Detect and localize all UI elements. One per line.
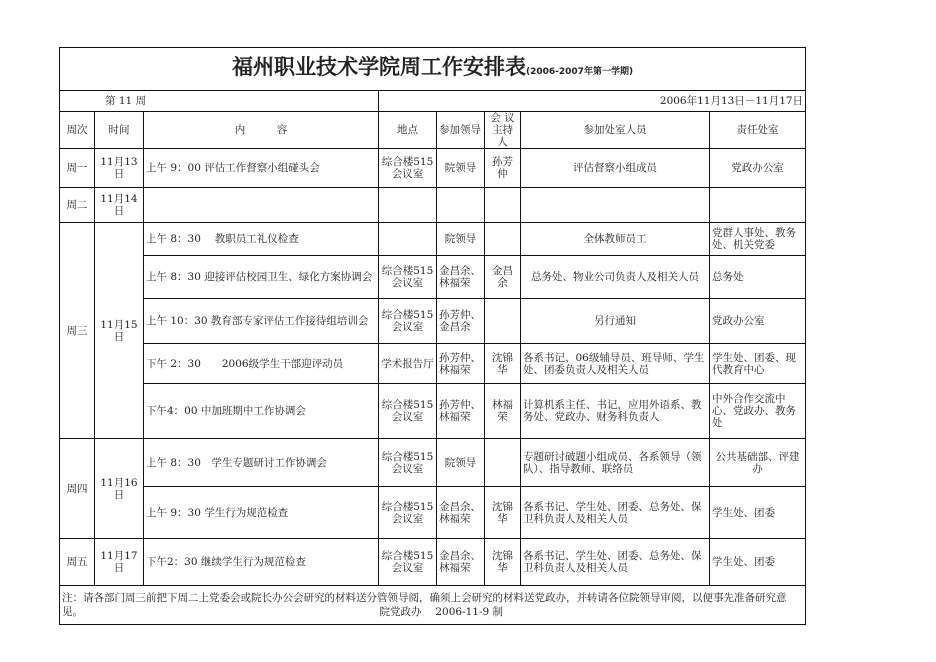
- table-row: [60, 188, 806, 223]
- table-row: [60, 487, 806, 539]
- location-cell: 综合楼515会议室: [379, 539, 437, 586]
- responsible-cell: 中外合作交流中心、党政办、教务处: [710, 384, 806, 439]
- responsible-cell: [710, 188, 806, 223]
- leaders-cell: 孙芳仲、林福荣: [437, 344, 485, 384]
- leaders-cell: 院领导: [437, 223, 485, 256]
- note-cell: [60, 586, 806, 625]
- attendees-cell: [521, 188, 710, 223]
- location-cell: 综合楼515会议室: [379, 439, 437, 487]
- leaders-cell: 孙芳仲、金昌余: [437, 299, 485, 344]
- attendees-cell: 各系书记、学生处、团委、总务处、保卫科负责人及相关人员: [521, 539, 710, 586]
- leaders-cell: 院领导: [437, 149, 485, 188]
- host-cell: 沈锦华: [485, 539, 521, 586]
- location-cell: 综合楼515会议室: [379, 384, 437, 439]
- header-attendees: 参加处室人员: [521, 112, 710, 149]
- day-cell: 周五: [60, 539, 95, 586]
- header-week-day: 周次: [60, 112, 95, 149]
- host-cell: [485, 223, 521, 256]
- table-row: [60, 344, 806, 384]
- table-row: [60, 223, 806, 256]
- host-cell: 金昌余: [485, 256, 521, 299]
- responsible-cell: 学生处、团委: [710, 539, 806, 586]
- date-range: 2006年11月13日－11月17日: [379, 91, 806, 112]
- host-cell: 林福荣: [485, 384, 521, 439]
- leaders-cell: 金昌余、林福荣: [437, 487, 485, 539]
- content-cell: 上午 8：30 学生专题研讨工作协调会: [144, 439, 379, 487]
- host-cell: 孙芳仲: [485, 149, 521, 188]
- responsible-cell: 公共基础部、评建办: [710, 439, 806, 487]
- date-cell: 11月16日: [95, 439, 144, 539]
- table-row: [60, 256, 806, 299]
- content-cell: 上午 8：30 教职员工礼仪检查: [144, 223, 379, 256]
- week-number: 第 11 周: [60, 91, 379, 112]
- attendees-cell: 各系书记、学生处、团委、总务处、保卫科负责人及相关人员: [521, 487, 710, 539]
- content-cell: 下午4：00 中加班期中工作协调会: [144, 384, 379, 439]
- location-cell: 综合楼515会议室: [379, 299, 437, 344]
- table-row: [60, 439, 806, 487]
- responsible-cell: 党政办公室: [710, 299, 806, 344]
- header-time: 时间: [95, 112, 144, 149]
- host-cell: 沈锦华: [485, 487, 521, 539]
- day-cell: 周四: [60, 439, 95, 539]
- responsible-cell: 学生处、团委: [710, 487, 806, 539]
- header-host: 会 议主持人: [485, 112, 521, 149]
- content-cell: 上午 9：00 评估工作督察小组碰头会: [144, 149, 379, 188]
- day-cell: 周一: [60, 149, 95, 188]
- table-row: [60, 149, 806, 188]
- attendees-cell: 各系书记、06级辅导员、班导师、学生处、团委负责人及相关人员: [521, 344, 710, 384]
- location-cell: [379, 223, 437, 256]
- responsible-cell: 总务处: [710, 256, 806, 299]
- table-row: [60, 539, 806, 586]
- leaders-cell: 孙芳仲、林福荣: [437, 384, 485, 439]
- note-text: 注：请各部门周三前把下周二上党委会或院长办公会研究的材料送分管领导阅，确须上会研究的材料送党政办，并转请各位院领导审阅，以便事先准备研究意见。: [62, 592, 787, 618]
- note-row: [60, 586, 806, 625]
- location-cell: 综合楼515会议室: [379, 256, 437, 299]
- page-subtitle: (2006-2007年第一学期): [526, 66, 634, 77]
- title-cell: [60, 48, 806, 91]
- host-cell: [485, 188, 521, 223]
- responsible-cell: 学生处、团委、现代教育中心: [710, 344, 806, 384]
- host-cell: [485, 299, 521, 344]
- content-cell: 下午 2：30 2006级学生干部迎评动员: [144, 344, 379, 384]
- attendees-cell: 全体教师员工: [521, 223, 710, 256]
- day-cell: 周二: [60, 188, 95, 223]
- date-cell: 11月14日: [95, 188, 144, 223]
- table-row: [60, 384, 806, 439]
- content-cell: 上午 9：30 学生行为规范检查: [144, 487, 379, 539]
- host-cell: [485, 439, 521, 487]
- weekly-schedule-table: [59, 47, 806, 625]
- attendees-cell: 另行通知: [521, 299, 710, 344]
- location-cell: 综合楼515会议室: [379, 487, 437, 539]
- header-leaders: 参加领导: [437, 112, 485, 149]
- host-cell: 沈锦华: [485, 344, 521, 384]
- date-cell: 11月17日: [95, 539, 144, 586]
- attendees-cell: 计算机系主任、书记，应用外语系、教务处、党政办、财务科负责人: [521, 384, 710, 439]
- content-cell: 上午 8：30 迎接评估校园卫生、绿化方案协调会: [144, 256, 379, 299]
- attendees-cell: 评估督察小组成员: [521, 149, 710, 188]
- note-signature: 院党政办 2006-11-9 制: [379, 606, 504, 618]
- responsible-cell: 党政办公室: [710, 149, 806, 188]
- leaders-cell: 金昌余、林福荣: [437, 539, 485, 586]
- location-cell: [379, 188, 437, 223]
- date-cell: 11月13日: [95, 149, 144, 188]
- attendees-cell: 专题研讨破题小组成员、各系领导（领队）、指导教师、联络员: [521, 439, 710, 487]
- content-cell: 上午 10：30 教育部专家评估工作接待组培训会: [144, 299, 379, 344]
- location-cell: 综合楼515会议室: [379, 149, 437, 188]
- header-responsible: 责任处室: [710, 112, 806, 149]
- leaders-cell: 院领导: [437, 439, 485, 487]
- day-cell: 周三: [60, 223, 95, 439]
- content-cell: [144, 188, 379, 223]
- leaders-cell: 金昌余、林福荣: [437, 256, 485, 299]
- table-row: [60, 299, 806, 344]
- content-cell: 下午2：30 继续学生行为规范检查: [144, 539, 379, 586]
- header-location: 地点: [379, 112, 437, 149]
- location-cell: 学术报告厅: [379, 344, 437, 384]
- leaders-cell: [437, 188, 485, 223]
- header-content: 内 容: [144, 112, 379, 149]
- page-title: 福州职业技术学院周工作安排表: [232, 54, 526, 79]
- attendees-cell: 总务处、物业公司负责人及相关人员: [521, 256, 710, 299]
- date-cell: 11月15日: [95, 223, 144, 439]
- responsible-cell: 党群人事处、教务处、机关党委: [710, 223, 806, 256]
